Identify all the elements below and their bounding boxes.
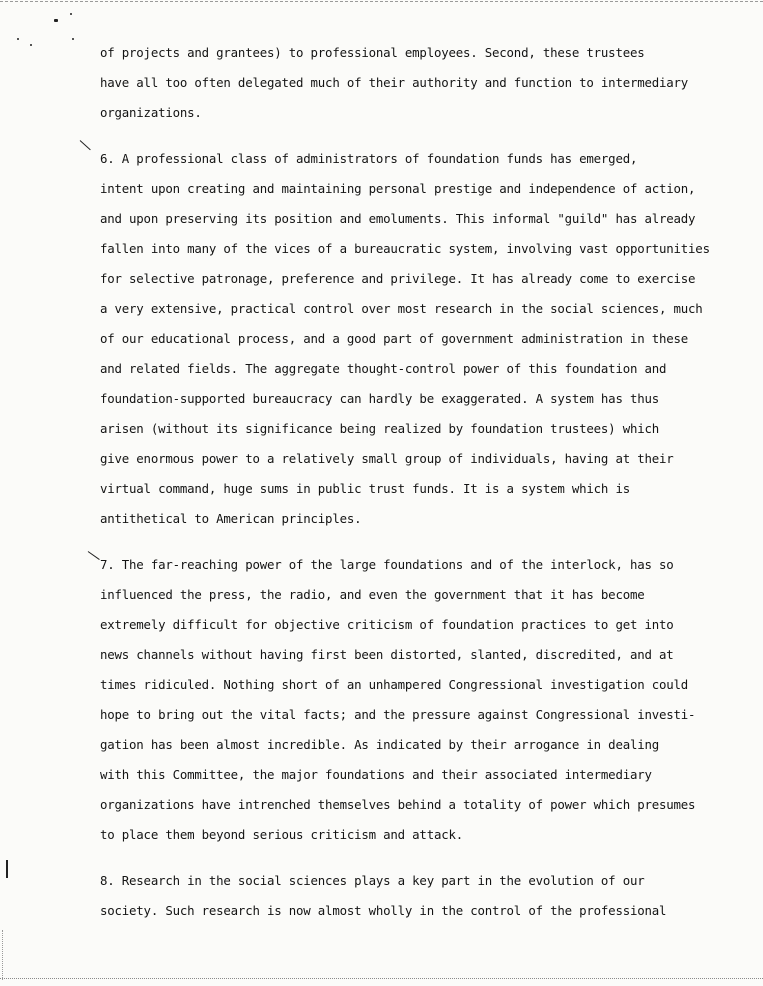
text-line: virtual command, huge sums in public trust funds. It is a system which is xyxy=(100,481,630,496)
text-line: for selective patronage, preference and privilege. It has already come to exercise xyxy=(100,271,696,286)
text-line: and related fields. The aggregate thought-control power of this foundation and xyxy=(100,361,667,376)
text-line: hope to bring out the vital facts; and the pressure against Congressional investi- xyxy=(100,707,696,722)
text-line: organizations. xyxy=(100,105,202,120)
text-line: arisen (without its significance being realized by foundation trustees) which xyxy=(100,421,660,436)
text-line: and upon preserving its position and emoluments. This informal "guild" has already xyxy=(100,211,696,226)
bottom-edge-border xyxy=(0,978,763,979)
text-line: antithetical to American principles. xyxy=(100,511,362,526)
text-line: with this Committee, the major foundations and their associated intermediary xyxy=(100,767,652,782)
left-margin-bar-mark xyxy=(6,860,8,878)
text-line: fallen into many of the vices of a bureaucratic system, involving vast opportunities xyxy=(100,241,710,256)
document-body xyxy=(100,38,740,926)
text-line: gation has been almost incredible. As indicated by their arrogance in dealing xyxy=(100,737,660,752)
paragraph-6 xyxy=(100,144,740,534)
text-line: of our educational process, and a good part of government administration in these xyxy=(100,331,689,346)
paragraph-7 xyxy=(100,550,740,850)
text-line: to place them beyond serious criticism and attack. xyxy=(100,827,463,842)
text-line: influenced the press, the radio, and even the government that it has become xyxy=(100,587,645,602)
margin-check-mark-6 xyxy=(80,140,91,150)
text-line: 6. A professional class of administrators of foundation funds has emerged, xyxy=(100,151,638,166)
top-edge-border xyxy=(0,1,763,2)
text-line: news channels without having first been distorted, slanted, discredited, and at xyxy=(100,647,674,662)
text-line: society. Such research is now almost wholly in the control of the professional xyxy=(100,903,667,918)
text-line: organizations have intrenched themselves behind a totality of power which presumes xyxy=(100,797,696,812)
text-line: intent upon creating and maintaining personal prestige and independence of action, xyxy=(100,181,696,196)
paragraph-8 xyxy=(100,866,740,926)
paragraph-continuation xyxy=(100,38,740,128)
scan-speck xyxy=(17,38,19,40)
margin-check-mark-7 xyxy=(88,551,100,560)
left-margin-dotted-mark xyxy=(2,930,3,980)
text-line: foundation-supported bureaucracy can hardly be exaggerated. A system has thus xyxy=(100,391,660,406)
text-line: of projects and grantees) to professional employees. Second, these trustees xyxy=(100,45,645,60)
scan-speck xyxy=(70,13,72,15)
text-line: 7. The far-reaching power of the large foundations and of the interlock, has so xyxy=(100,557,674,572)
scan-speck xyxy=(30,44,32,46)
scan-speck xyxy=(54,19,58,22)
text-line: give enormous power to a relatively small group of individuals, having at their xyxy=(100,451,674,466)
text-line: times ridiculed. Nothing short of an unhampered Congressional investigation could xyxy=(100,677,689,692)
text-line: have all too often delegated much of their authority and function to intermediary xyxy=(100,75,689,90)
text-line: extremely difficult for objective criticism of foundation practices to get into xyxy=(100,617,674,632)
text-line: 8. Research in the social sciences plays a key part in the evolution of our xyxy=(100,873,645,888)
text-line: a very extensive, practical control over most research in the social sciences, much xyxy=(100,301,703,316)
scan-speck xyxy=(72,38,74,40)
